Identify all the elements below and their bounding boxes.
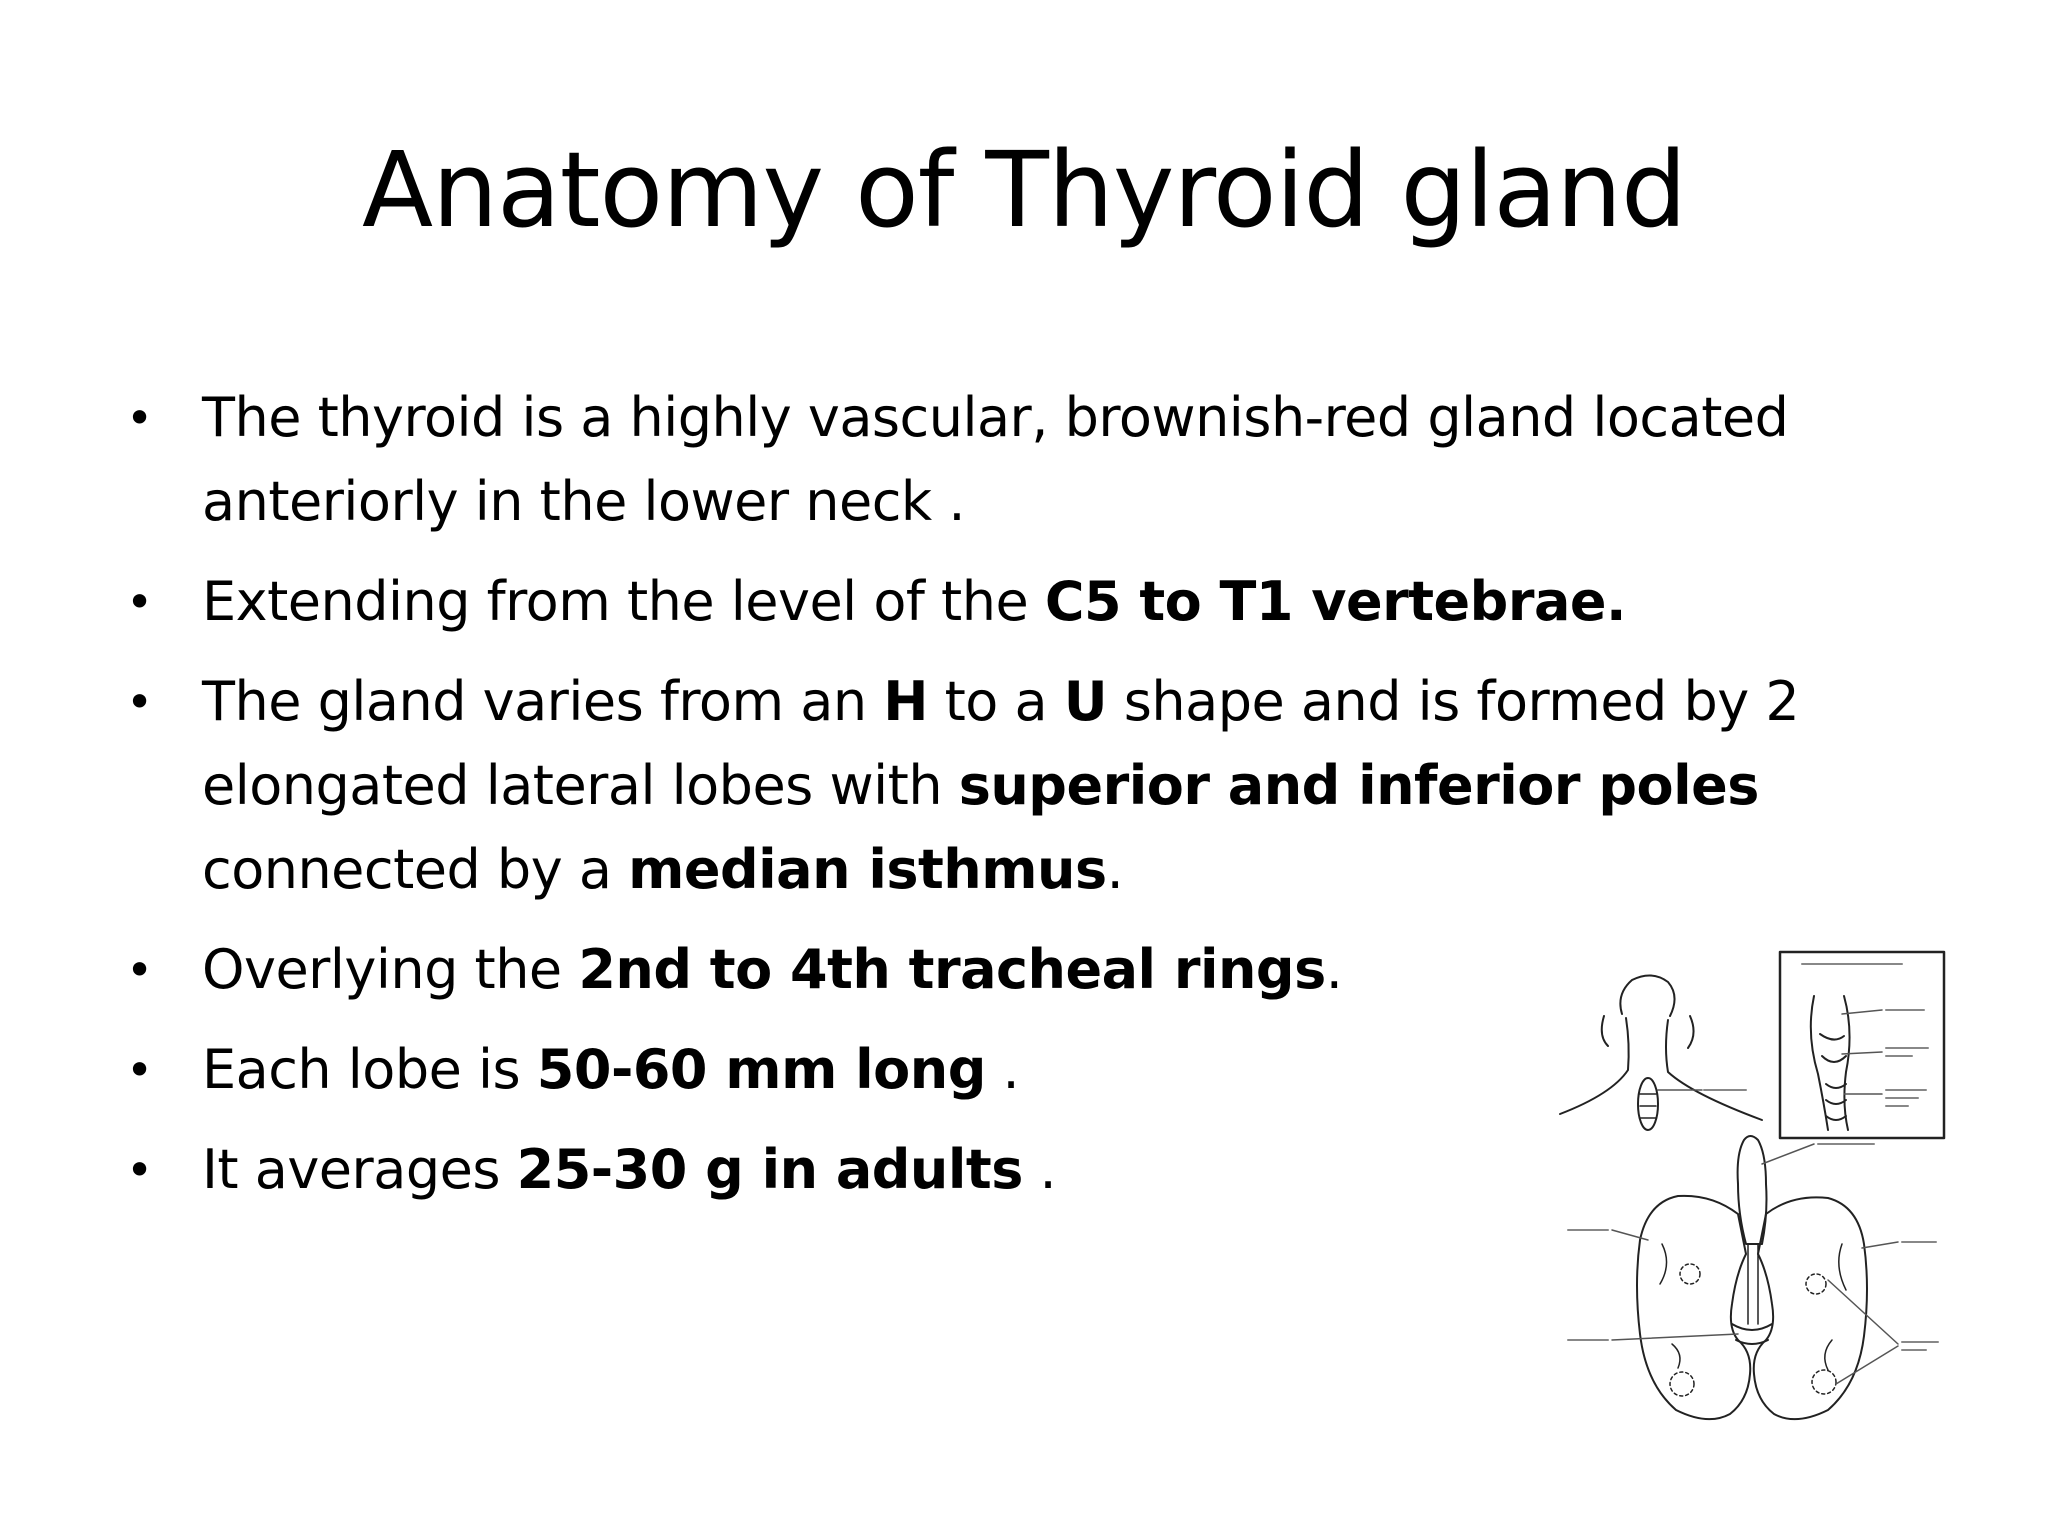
bullet-bold-text: median isthmus — [628, 838, 1107, 901]
bullet-bold-text: superior and inferior poles — [958, 754, 1759, 817]
bullet-text: . — [985, 1038, 1020, 1101]
bullet-marker: • — [126, 1143, 153, 1197]
bullet-text: connected by a — [202, 838, 629, 901]
bullet-text: . — [1106, 838, 1124, 901]
bullet-marker: • — [126, 391, 153, 445]
slide-title: Anatomy of Thyroid gland — [361, 129, 1687, 251]
bullet-text: It averages — [202, 1138, 517, 1201]
lateral-view-inset — [1780, 952, 1944, 1138]
bullet-marker: • — [126, 1043, 153, 1097]
bullet-bold-text: 25-30 g in adults — [516, 1138, 1023, 1201]
bullet-bold-text: 50-60 mm long — [536, 1038, 986, 1101]
bullet-text: to a — [927, 670, 1064, 733]
bullet-item — [116, 660, 1936, 912]
bullet-text: . — [1022, 1138, 1057, 1201]
thyroid-front-view — [1568, 1136, 1938, 1419]
bullet-bold-text: U — [1063, 670, 1108, 733]
bullet-text: The gland varies from an — [202, 670, 884, 733]
bullet-bold-text: H — [883, 670, 928, 733]
bullet-item — [116, 560, 1936, 644]
neck-front-view — [1560, 975, 1762, 1130]
bullet-marker: • — [126, 575, 153, 629]
bullet-item — [116, 376, 1936, 544]
bullet-bold-text: C5 to T1 vertebrae. — [1044, 570, 1627, 633]
bullet-marker: • — [126, 675, 153, 729]
bullet-text: Extending from the level of the — [202, 570, 1045, 633]
bullet-text: shape and is formed by 2 elongated lateral lobes with — [202, 670, 1800, 817]
bullet-text: Overlying the — [202, 938, 579, 1001]
bullet-marker: • — [126, 943, 153, 997]
bullet-text: Each lobe is — [202, 1038, 537, 1101]
bullet-text: . — [1325, 938, 1343, 1001]
bullet-bold-text: 2nd to 4th tracheal rings — [578, 938, 1326, 1001]
thyroid-anatomy-illustration — [1552, 944, 1952, 1444]
bullet-text: The thyroid is a highly vascular, brownish-red gland located anteriorly in the lower neck . — [202, 386, 1789, 533]
